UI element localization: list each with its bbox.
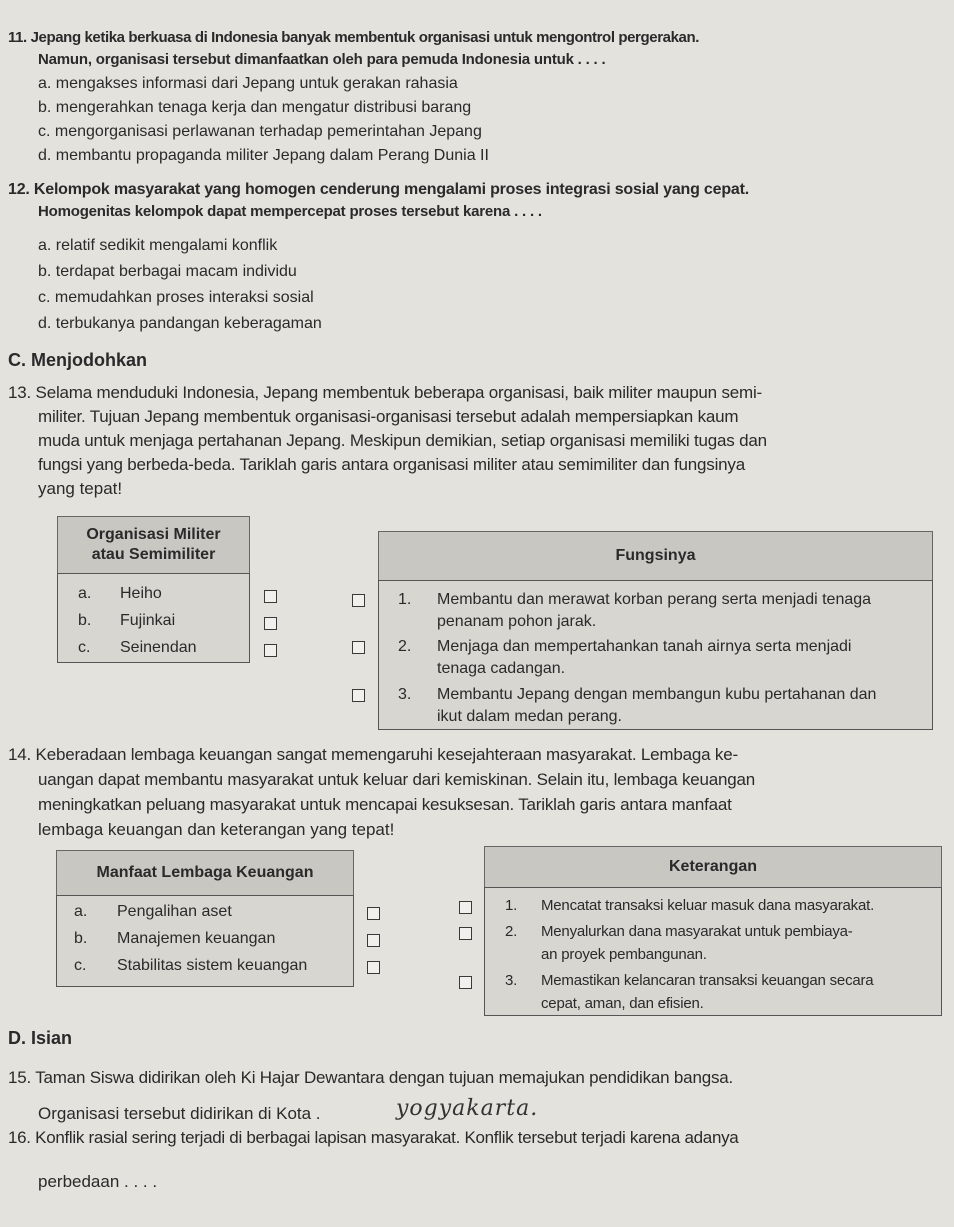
q12-option-a: a. relatif sedikit mengalami konflik	[38, 237, 278, 254]
q14-left-c-letter: c.	[74, 957, 87, 974]
q13-left-header	[57, 516, 250, 574]
q13-right-3-num: 3.	[398, 686, 412, 703]
q14-right-1-checkbox[interactable]	[459, 901, 472, 914]
q11-option-b: b. mengerahkan tenaga kerja dan mengatur distribusi barang	[38, 99, 472, 116]
q14-left-c-checkbox[interactable]	[367, 961, 380, 974]
q12-option-d: d. terbukanya pandangan keberagaman	[38, 315, 322, 332]
q16-line2: perbedaan . . . .	[38, 1172, 158, 1191]
q13-line1: 13. Selama menduduki Indonesia, Jepang membentuk beberapa organisasi, baik militer maupun semi-	[8, 383, 762, 402]
q14-right-1-num: 1.	[505, 897, 518, 914]
q14-left-a-checkbox[interactable]	[367, 907, 380, 920]
q11-line1: 11. Jepang ketika berkuasa di Indonesia banyak membentuk organisasi untuk mengontrol pergerakan.	[8, 29, 699, 46]
q11-line2: Namun, organisasi tersebut dimanfaatkan oleh para pemuda Indonesia untuk . . . .	[38, 51, 606, 68]
q11-option-a: a. mengakses informasi dari Jepang untuk gerakan rahasia	[38, 75, 458, 92]
q13-right-3-checkbox[interactable]	[352, 689, 365, 702]
q13-line4: fungsi yang berbeda-beda. Tariklah garis antara organisasi militer atau semimiliter dan fungsinya	[38, 455, 745, 474]
q14-left-b-label: Manajemen keuangan	[117, 930, 276, 947]
q13-right-header: Fungsinya	[378, 531, 933, 581]
q12-line1: 12. Kelompok masyarakat yang homogen cenderung mengalami proses integrasi sosial yang cepat.	[8, 181, 749, 198]
q13-right-3-line2: ikut dalam medan perang.	[437, 708, 622, 725]
section-d-heading: D. Isian	[8, 1028, 73, 1048]
q13-right-2-line1: Menjaga dan mempertahankan tanah airnya serta menjadi	[437, 638, 852, 655]
q13-right-2-num: 2.	[398, 638, 412, 655]
q14-right-1-line1: Mencatat transaksi keluar masuk dana masyarakat.	[541, 897, 875, 914]
q13-left-a-label: Heiho	[120, 585, 162, 602]
q13-left-a-checkbox[interactable]	[264, 590, 277, 603]
q14-right-header: Keterangan	[484, 846, 942, 888]
q12-line2: Homogenitas kelompok dapat mempercepat proses tersebut karena . . . .	[38, 203, 542, 220]
q14-line1: 14. Keberadaan lembaga keuangan sangat memengaruhi kesejahteraan masyarakat. Lembaga ke-	[8, 745, 738, 764]
q13-right-1-num: 1.	[398, 591, 412, 608]
q14-left-b-letter: b.	[74, 930, 88, 947]
q14-right-2-line2: an proyek pembangunan.	[541, 946, 707, 963]
q14-line3: meningkatkan peluang masyarakat untuk mencapai kesuksesan. Tariklah garis antara manfaat	[38, 795, 732, 814]
q11-option-d: d. membantu propaganda militer Jepang dalam Perang Dunia II	[38, 147, 489, 164]
q13-left-b-letter: b.	[78, 612, 92, 629]
q13-line5: yang tepat!	[38, 479, 123, 498]
q14-left-c-label: Stabilitas sistem keuangan	[117, 957, 308, 974]
q13-right-2-checkbox[interactable]	[352, 641, 365, 654]
q13-line3: muda untuk menjaga pertahanan Jepang. Meskipun demikian, setiap organisasi memiliki tugas dan	[38, 431, 767, 450]
q12-option-c: c. memudahkan proses interaksi sosial	[38, 289, 314, 306]
q13-right-3-line1: Membantu Jepang dengan membangun kubu pertahanan dan	[437, 686, 877, 703]
q13-left-a-letter: a.	[78, 585, 92, 602]
q13-line2: militer. Tujuan Jepang membentuk organisasi-organisasi tersebut adalah mempersiapkan kaum	[38, 407, 739, 426]
q15-handwritten-answer: yogyakarta.	[396, 1096, 539, 1121]
q14-left-header: Manfaat Lembaga Keuangan	[56, 850, 354, 896]
q11-option-c: c. mengorganisasi perlawanan terhadap pemerintahan Jepang	[38, 123, 482, 140]
q14-right-2-checkbox[interactable]	[459, 927, 472, 940]
q13-left-c-letter: c.	[78, 639, 91, 656]
q13-left-b-checkbox[interactable]	[264, 617, 277, 630]
q14-right-3-line2: cepat, aman, dan efisien.	[541, 995, 704, 1012]
q13-right-1-checkbox[interactable]	[352, 594, 365, 607]
q14-left-a-letter: a.	[74, 903, 88, 920]
q16-line1: 16. Konflik rasial sering terjadi di berbagai lapisan masyarakat. Konflik tersebut terjadi karena adanya	[8, 1128, 739, 1147]
q14-right-2-line1: Menyalurkan dana masyarakat untuk pembiaya-	[541, 923, 853, 940]
q12-option-b: b. terdapat berbagai macam individu	[38, 263, 297, 280]
q14-left-b-checkbox[interactable]	[367, 934, 380, 947]
q14-right-2-num: 2.	[505, 923, 518, 940]
q15-line2: Organisasi tersebut didirikan di Kota .	[38, 1104, 321, 1123]
q14-right-3-num: 3.	[505, 972, 518, 989]
q13-left-c-checkbox[interactable]	[264, 644, 277, 657]
q14-line4: lembaga keuangan dan keterangan yang tepat!	[38, 820, 395, 839]
q13-right-1-line2: penanam pohon jarak.	[437, 613, 597, 630]
q13-left-header-line2: atau Semimiliter	[91, 546, 216, 563]
q14-right-3-line1: Memastikan kelancaran transaksi keuangan secara	[541, 972, 874, 989]
q14-line2: uangan dapat membantu masyarakat untuk keluar dari kemiskinan. Selain itu, lembaga keuangan	[38, 770, 756, 789]
q14-left-a-label: Pengalihan aset	[117, 903, 232, 920]
q13-left-b-label: Fujinkai	[120, 612, 176, 629]
q13-right-2-line2: tenaga cadangan.	[437, 660, 566, 677]
q15-line1: 15. Taman Siswa didirikan oleh Ki Hajar Dewantara dengan tujuan memajukan pendidikan bangsa.	[8, 1068, 734, 1087]
q13-right-1-line1: Membantu dan merawat korban perang serta menjadi tenaga	[437, 591, 872, 608]
q14-right-3-checkbox[interactable]	[459, 976, 472, 989]
q13-left-header-line1: Organisasi Militer	[86, 526, 221, 543]
section-c-heading: C. Menjodohkan	[8, 350, 147, 370]
q13-left-c-label: Seinendan	[120, 639, 197, 656]
